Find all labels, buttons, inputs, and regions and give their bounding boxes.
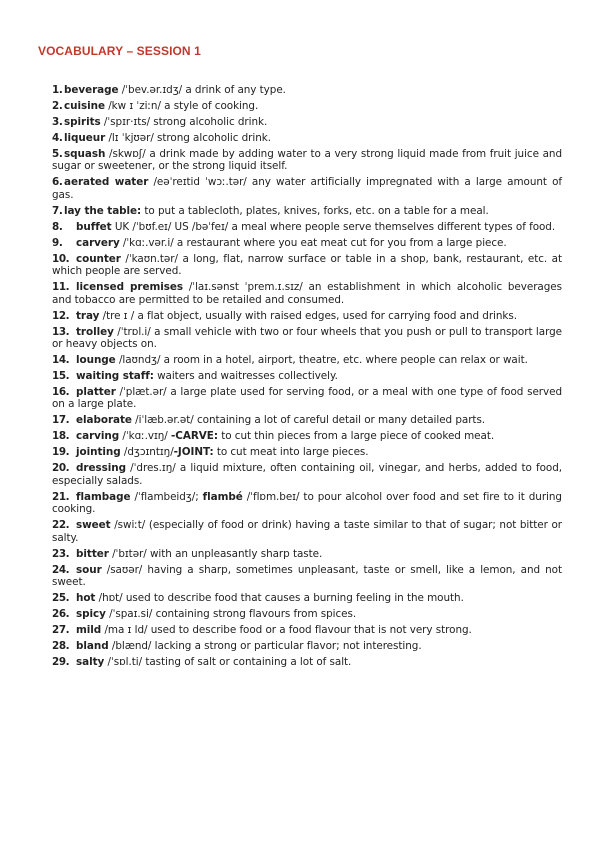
entry-term: licensed premises [76, 281, 184, 294]
entry-number: 23. [52, 547, 70, 560]
entry-definition: /ˈkɑː.vɪŋ/ [119, 430, 172, 443]
entry-term-secondary: flambé [202, 490, 243, 503]
entry-term: carving [76, 430, 120, 443]
entry-number: 10. [52, 252, 70, 265]
entry-definition: /ˈkɑː.vər.i/ a restaurant where you eat meat cut for you from a large piece. [119, 236, 507, 249]
vocabulary-entry [52, 176, 562, 201]
vocabulary-entry [52, 354, 562, 366]
entry-term: cuisine [64, 100, 105, 112]
entry-definition: /ˈdres.ɪŋ/ a liquid mixture, often containing oil, vinegar, and herbs, added to food, especially salads. [52, 462, 562, 487]
entry-number: 7. [52, 204, 63, 217]
entry-definition: /saʊər/ having a sharp, sometimes unpleasant, taste or smell, like a lemon, and not sweet. [52, 563, 562, 589]
entry-number: 8. [52, 220, 63, 233]
entry-term: hot [76, 592, 96, 605]
entry-term: counter [76, 252, 121, 265]
entry-definition: /kw ɪ ˈziːn/ a style of cooking. [104, 100, 259, 112]
entry-number: 11. [52, 281, 70, 294]
entry-definition: /eəˈreɪtid ˈwɔː.tər/ any water artificially impregnated with a large amount of gas. [52, 176, 562, 201]
entry-definition: /ˈkaʊn.tər/ a long, flat, narrow surface or table in a shop, bank, restaurant, etc. at which people are served. [52, 252, 562, 278]
entry-number: 6. [52, 176, 63, 189]
entry-term: sour [76, 563, 102, 576]
entry-definition: /skwɒʃ/ a drink made by adding water to a very strong liquid made from fruit juice and sugar or sweetener, or the strong liquid itself. [52, 148, 562, 173]
entry-term: platter [76, 386, 116, 399]
entry-term: bitter [76, 547, 109, 560]
vocabulary-entry [52, 386, 562, 411]
entry-number: 17. [52, 414, 70, 427]
vocabulary-entry [52, 414, 562, 426]
entry-term: buffet [76, 220, 112, 233]
vocabulary-entry [52, 564, 562, 589]
entry-definition: /ˈtrɒl.i/ a small vehicle with two or four wheels that you push or pull to transport large or heavy objects on. [52, 325, 562, 351]
vocabulary-entry [52, 624, 562, 636]
entry-number: 19. [52, 446, 70, 459]
vocabulary-entry [52, 100, 562, 112]
entry-definition: /iˈlæb.ər.ət/ containing a lot of careful detail or many detailed parts. [131, 414, 486, 427]
vocabulary-entry [52, 548, 562, 560]
vocabulary-entry [52, 116, 562, 128]
entry-definition: /tre ɪ / a flat object, usually with raised edges, used for carrying food and drinks. [99, 309, 518, 322]
entry-definition: waiters and waitresses collectively. [153, 370, 338, 383]
entry-term-secondary: -JOINT: [173, 446, 214, 459]
entry-term: beverage [64, 84, 119, 96]
vocabulary-entry [52, 491, 562, 516]
vocabulary-entry [52, 592, 562, 604]
entry-term: trolley [76, 325, 114, 338]
entry-number: 2. [52, 100, 63, 112]
entry-term: sweet [76, 519, 111, 532]
entry-number: 3. [52, 116, 63, 128]
page-title: VOCABULARY – SESSION 1 [38, 44, 201, 58]
vocabulary-entry [52, 205, 562, 217]
vocabulary-entry [52, 148, 562, 173]
entry-number: 27. [52, 624, 70, 637]
entry-definition: /dʒɔɪntɪŋ/ [120, 446, 174, 459]
entry-definition: /hɒt/ used to describe food that causes a burning feeling in the mouth. [95, 592, 464, 605]
entry-definition: /ˈspɪr·ɪts/ strong alcoholic drink. [100, 116, 268, 128]
entry-definition: /swiːt/ (especially of food or drink) having a taste similar to that of sugar; not bitter or salty. [52, 519, 562, 544]
entry-term: tray [76, 309, 100, 322]
entry-number: 15. [52, 370, 70, 383]
entry-term: elaborate [76, 414, 132, 427]
entry-number: 16. [52, 386, 70, 399]
vocabulary-entry [52, 462, 562, 487]
entry-definition: /blænd/ lacking a strong or particular flavor; not interesting. [108, 640, 422, 653]
entry-definition-secondary: to cut thin pieces from a large piece of cooked meat. [217, 430, 495, 443]
entry-number: 28. [52, 640, 70, 653]
entry-term: spicy [76, 608, 106, 621]
vocabulary-entry [52, 519, 562, 544]
entry-definition: /ˈbev.ər.ɪdʒ/ a drink of any type. [118, 84, 286, 96]
entry-term: carvery [76, 236, 120, 249]
vocabulary-entry [52, 221, 562, 233]
vocabulary-entry [52, 370, 562, 382]
entry-definition: /ma ɪ ld/ used to describe food or a food flavour that is not very strong. [101, 624, 472, 637]
entry-number: 21. [52, 490, 70, 503]
vocabulary-entry [52, 608, 562, 620]
entry-number: 5. [52, 148, 63, 160]
entry-number: 22. [52, 519, 70, 532]
entry-number: 26. [52, 608, 70, 621]
entry-number: 20. [52, 462, 70, 475]
entry-definition: /laʊndʒ/ a room in a hotel, airport, theatre, etc. where people can relax or wait. [115, 354, 528, 367]
vocabulary-list [38, 84, 562, 668]
entry-definition: /ˈspaɪ.si/ containing strong flavours from spices. [105, 608, 357, 621]
vocabulary-entry [52, 326, 562, 351]
entry-term: aerated water [64, 176, 149, 189]
entry-definition: /ˈlaɪ.sənst ˈprem.ɪ.sɪz/ an establishment in which alcoholic beverages and tobacco are permitted to be retailed and consumed. [52, 281, 562, 306]
entry-number: 1. [52, 84, 63, 96]
entry-number: 29. [52, 656, 70, 669]
entry-term: mild [76, 624, 102, 637]
entry-number: 13. [52, 325, 70, 338]
entry-number: 25. [52, 592, 70, 605]
entry-term: jointing [76, 446, 121, 459]
entry-term: lounge [76, 354, 116, 367]
entry-number: 24. [52, 563, 70, 576]
entry-term: lay the table: [64, 204, 142, 217]
entry-number: 18. [52, 430, 70, 443]
entry-number: 14. [52, 354, 70, 367]
entry-definition: /ˈplæt.ər/ a large plate used for serving food, or a meal with one type of food served on a large plate. [52, 386, 562, 411]
entry-definition: to put a tablecloth, plates, knives, forks, etc. on a table for a meal. [141, 204, 489, 217]
entry-definition: UK /ˈbʊf.eɪ/ US /bəˈfeɪ/ a meal where people serve themselves different types of food. [111, 220, 556, 233]
vocabulary-entry [52, 430, 562, 442]
entry-number: 12. [52, 309, 70, 322]
entry-term: flambage [76, 490, 131, 503]
entry-term: squash [64, 148, 106, 160]
entry-term: waiting staff: [76, 370, 154, 383]
entry-definition: /ˈflambeidʒ/; [130, 490, 203, 503]
entry-term: liqueur [64, 132, 106, 144]
vocabulary-entry [52, 84, 562, 96]
entry-definition-secondary: to cut meat into large pieces. [213, 446, 369, 459]
vocabulary-entry [52, 253, 562, 278]
vocabulary-entry [52, 640, 562, 652]
vocabulary-entry [52, 132, 562, 144]
entry-term-secondary: -CARVE: [171, 430, 218, 443]
entry-definition: /ˈbɪtər/ with an unpleasantly sharp taste. [108, 547, 323, 560]
entry-term: salty [76, 656, 105, 669]
vocabulary-entry [52, 281, 562, 306]
entry-definition: /ˈsɒl.ti/ tasting of salt or containing a lot of salt. [104, 656, 352, 669]
entry-definition-secondary: /ˈflɒm.beɪ/ to pour alcohol over food and set fire to it during cooking. [52, 490, 562, 516]
vocabulary-entry [52, 446, 562, 458]
entry-definition: /lɪ ˈkjʊər/ strong alcoholic drink. [105, 132, 271, 144]
entry-term: dressing [76, 462, 126, 475]
vocabulary-entry [52, 656, 562, 668]
vocabulary-entry [52, 310, 562, 322]
entry-term: spirits [64, 116, 101, 128]
entry-number: 4. [52, 132, 63, 144]
entry-term: bland [76, 640, 109, 653]
entry-number: 9. [52, 236, 63, 249]
vocabulary-entry [52, 237, 562, 249]
